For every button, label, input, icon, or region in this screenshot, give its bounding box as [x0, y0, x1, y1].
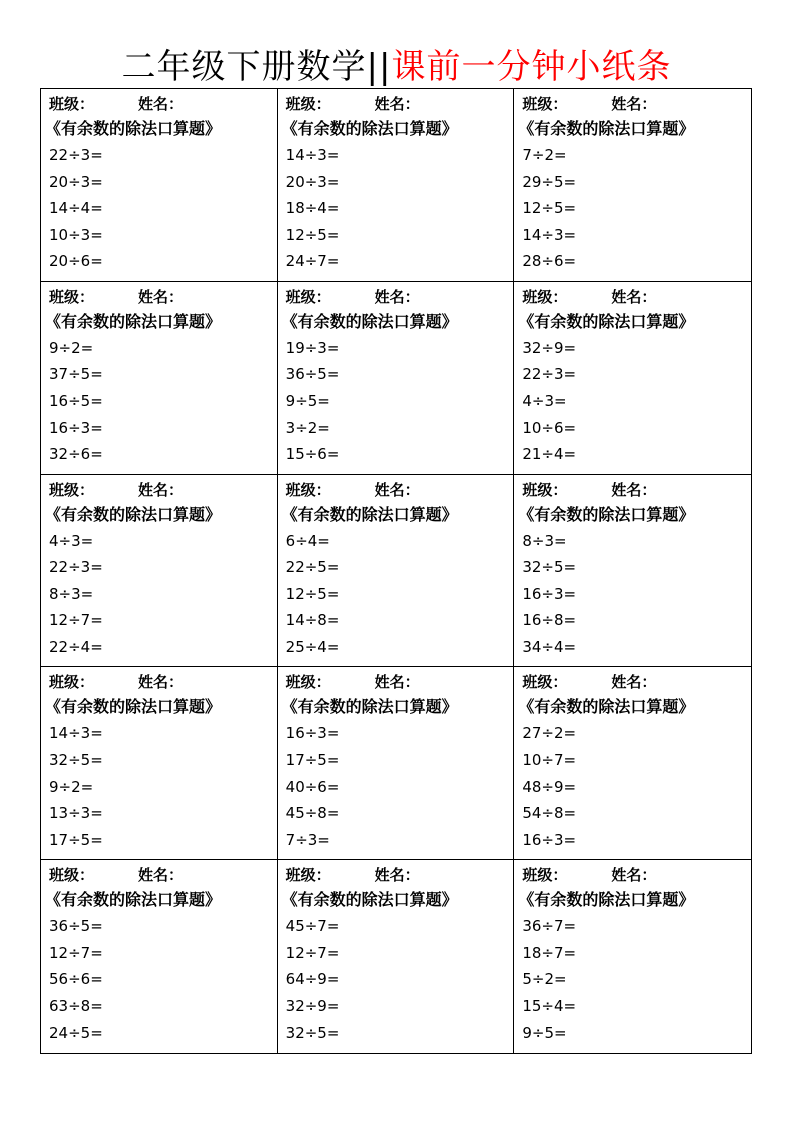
division-problem: 7÷3=: [285, 830, 330, 849]
division-problem: 5÷2=: [522, 970, 567, 989]
slip-header: [522, 864, 751, 886]
division-problem: 20÷3=: [285, 172, 340, 191]
slip-header: [522, 671, 751, 693]
class-label: 班级：: [49, 480, 95, 499]
title-highlight: 课前一分钟小纸条: [391, 47, 672, 87]
slip-header: [49, 286, 277, 308]
slip-header: [49, 93, 277, 115]
division-problem: 10÷6=: [522, 418, 577, 437]
slip-topic: 《有余数的除法口算题》: [45, 311, 222, 331]
division-problem: 12÷5=: [285, 584, 340, 603]
division-problem: 19÷3=: [285, 338, 340, 357]
worksheet-slip: [278, 667, 515, 860]
class-label: 班级：: [522, 95, 568, 113]
division-problem: 12÷7=: [49, 943, 103, 962]
division-problem: 3÷2=: [285, 418, 330, 437]
division-problem: 32÷5=: [522, 558, 577, 577]
division-problem: 12÷5=: [522, 199, 577, 218]
class-label: 班级：: [285, 866, 331, 885]
division-problem: 54÷8=: [522, 804, 577, 823]
slip-topic: 《有余数的除法口算题》: [281, 119, 458, 138]
slip-header: [286, 864, 514, 886]
division-problem: 21÷4=: [522, 445, 577, 464]
division-problem: 17÷5=: [49, 830, 103, 849]
division-problem: 37÷5=: [49, 365, 103, 384]
name-label: 姓名：: [138, 480, 184, 499]
division-problem: 18÷4=: [285, 199, 340, 218]
division-problem: 40÷6=: [285, 777, 340, 796]
page-title: [0, 42, 793, 92]
division-problem: 32÷9=: [285, 996, 340, 1015]
division-problem: 13÷3=: [49, 804, 103, 823]
division-problem: 34÷4=: [522, 637, 577, 656]
division-problem: 7÷2=: [522, 146, 567, 164]
slip-topic: 《有余数的除法口算题》: [518, 890, 695, 910]
title-main: 二年级下册数学||: [121, 47, 392, 87]
slip-header: [286, 671, 514, 693]
division-problem: 24÷7=: [285, 252, 340, 271]
class-label: 班级：: [285, 673, 331, 692]
name-label: 姓名：: [138, 866, 184, 885]
division-problem: 56÷6=: [49, 970, 103, 989]
division-problem: 36÷7=: [522, 917, 577, 936]
class-label: 班级：: [522, 480, 568, 499]
slip-topic: 《有余数的除法口算题》: [518, 697, 695, 717]
division-problem: 18÷7=: [522, 943, 577, 962]
division-problem: 32÷5=: [49, 750, 103, 769]
division-problem: 14÷3=: [285, 146, 340, 164]
slip-topic: 《有余数的除法口算题》: [45, 697, 222, 717]
division-problem: 32÷6=: [49, 445, 103, 464]
division-problem: 36÷5=: [285, 365, 340, 384]
division-problem: 12÷5=: [285, 225, 340, 244]
name-label: 姓名：: [611, 866, 657, 885]
worksheet-slip: [278, 89, 515, 282]
worksheet-slip: [514, 860, 751, 1053]
division-problem: 16÷8=: [522, 611, 577, 630]
class-label: 班级：: [49, 673, 95, 692]
division-problem: 16÷3=: [49, 418, 103, 437]
slip-header: [49, 671, 277, 693]
worksheet-slip: [514, 89, 751, 282]
slip-header: [522, 479, 751, 501]
division-problem: 16÷3=: [522, 584, 577, 603]
division-problem: 14÷3=: [49, 724, 103, 743]
division-problem: 8÷3=: [522, 531, 567, 550]
division-problem: 63÷8=: [49, 996, 103, 1015]
division-problem: 45÷8=: [285, 804, 340, 823]
division-problem: 14÷8=: [285, 611, 340, 630]
worksheet-slip: [514, 282, 751, 475]
division-problem: 6÷4=: [285, 531, 330, 550]
division-problem: 15÷4=: [522, 996, 577, 1015]
worksheet-slip: [41, 860, 278, 1053]
worksheet-slip: [41, 89, 278, 282]
slip-topic: 《有余数的除法口算题》: [281, 504, 458, 524]
worksheet-slip: [41, 282, 278, 475]
division-problem: 12÷7=: [49, 611, 103, 630]
slip-topic: 《有余数的除法口算题》: [281, 311, 458, 331]
name-label: 姓名：: [374, 480, 420, 499]
division-problem: 22÷3=: [49, 146, 103, 164]
slip-topic: 《有余数的除法口算题》: [518, 119, 695, 138]
name-label: 姓名：: [611, 287, 657, 306]
worksheet-slip: [278, 282, 515, 475]
division-problem: 4÷3=: [49, 531, 94, 550]
division-problem: 16÷3=: [522, 830, 577, 849]
slip-header: [522, 286, 751, 308]
division-problem: 24÷5=: [49, 1023, 103, 1042]
class-label: 班级：: [49, 95, 95, 113]
division-problem: 8÷3=: [49, 584, 94, 603]
worksheet-slip: [514, 667, 751, 860]
slip-topic: 《有余数的除法口算题》: [45, 890, 222, 910]
division-problem: 27÷2=: [522, 724, 577, 743]
worksheet-slip: [41, 667, 278, 860]
class-label: 班级：: [49, 287, 95, 306]
class-label: 班级：: [285, 480, 331, 499]
division-problem: 9÷5=: [285, 391, 330, 410]
slip-header: [286, 93, 514, 115]
division-problem: 48÷9=: [522, 777, 577, 796]
worksheet-slip: [514, 475, 751, 668]
name-label: 姓名：: [611, 480, 657, 499]
division-problem: 22÷5=: [285, 558, 340, 577]
division-problem: 9÷5=: [522, 1023, 567, 1042]
division-problem: 16÷3=: [285, 724, 340, 743]
slip-topic: 《有余数的除法口算题》: [45, 504, 222, 524]
division-problem: 9÷2=: [49, 777, 94, 796]
slip-topic: 《有余数的除法口算题》: [281, 890, 458, 910]
division-problem: 4÷3=: [522, 391, 567, 410]
name-label: 姓名：: [374, 95, 420, 113]
division-problem: 20÷6=: [49, 252, 103, 271]
division-problem: 36÷5=: [49, 917, 103, 936]
division-problem: 16÷5=: [49, 391, 103, 410]
class-label: 班级：: [522, 287, 568, 306]
division-problem: 28÷6=: [522, 252, 577, 271]
division-problem: 17÷5=: [285, 750, 340, 769]
class-label: 班级：: [522, 866, 568, 885]
division-problem: 45÷7=: [285, 917, 340, 936]
division-problem: 25÷4=: [285, 637, 340, 656]
worksheet-slip: [278, 475, 515, 668]
division-problem: 22÷3=: [49, 558, 103, 577]
division-problem: 22÷4=: [49, 637, 103, 656]
division-problem: 14÷4=: [49, 199, 103, 218]
division-problem: 10÷7=: [522, 750, 577, 769]
slip-topic: 《有余数的除法口算题》: [518, 311, 695, 331]
division-problem: 10÷3=: [49, 225, 103, 244]
division-problem: 15÷6=: [285, 445, 340, 464]
worksheet-slip: [41, 475, 278, 668]
slip-header: [286, 479, 514, 501]
division-problem: 20÷3=: [49, 172, 103, 191]
division-problem: 32÷5=: [285, 1023, 340, 1042]
division-problem: 64÷9=: [285, 970, 340, 989]
slip-header: [49, 479, 277, 501]
class-label: 班级：: [522, 673, 568, 692]
class-label: 班级：: [285, 95, 331, 113]
division-problem: 9÷2=: [49, 338, 94, 357]
class-label: 班级：: [49, 866, 95, 885]
worksheet-slip: [278, 860, 515, 1053]
slip-header: [49, 864, 277, 886]
slip-header: [286, 286, 514, 308]
name-label: 姓名：: [374, 866, 420, 885]
slip-grid: [40, 88, 752, 1054]
name-label: 姓名：: [374, 287, 420, 306]
name-label: 姓名：: [138, 95, 184, 113]
division-problem: 12÷7=: [285, 943, 340, 962]
name-label: 姓名：: [138, 673, 184, 692]
name-label: 姓名：: [374, 673, 420, 692]
slip-topic: 《有余数的除法口算题》: [281, 697, 458, 717]
division-problem: 22÷3=: [522, 365, 577, 384]
name-label: 姓名：: [611, 673, 657, 692]
name-label: 姓名：: [611, 95, 657, 113]
division-problem: 29÷5=: [522, 172, 577, 191]
division-problem: 32÷9=: [522, 338, 577, 357]
slip-header: [522, 93, 751, 115]
slip-topic: 《有余数的除法口算题》: [45, 119, 222, 138]
division-problem: 14÷3=: [522, 225, 577, 244]
class-label: 班级：: [285, 287, 331, 306]
slip-topic: 《有余数的除法口算题》: [518, 504, 695, 524]
name-label: 姓名：: [138, 287, 184, 306]
